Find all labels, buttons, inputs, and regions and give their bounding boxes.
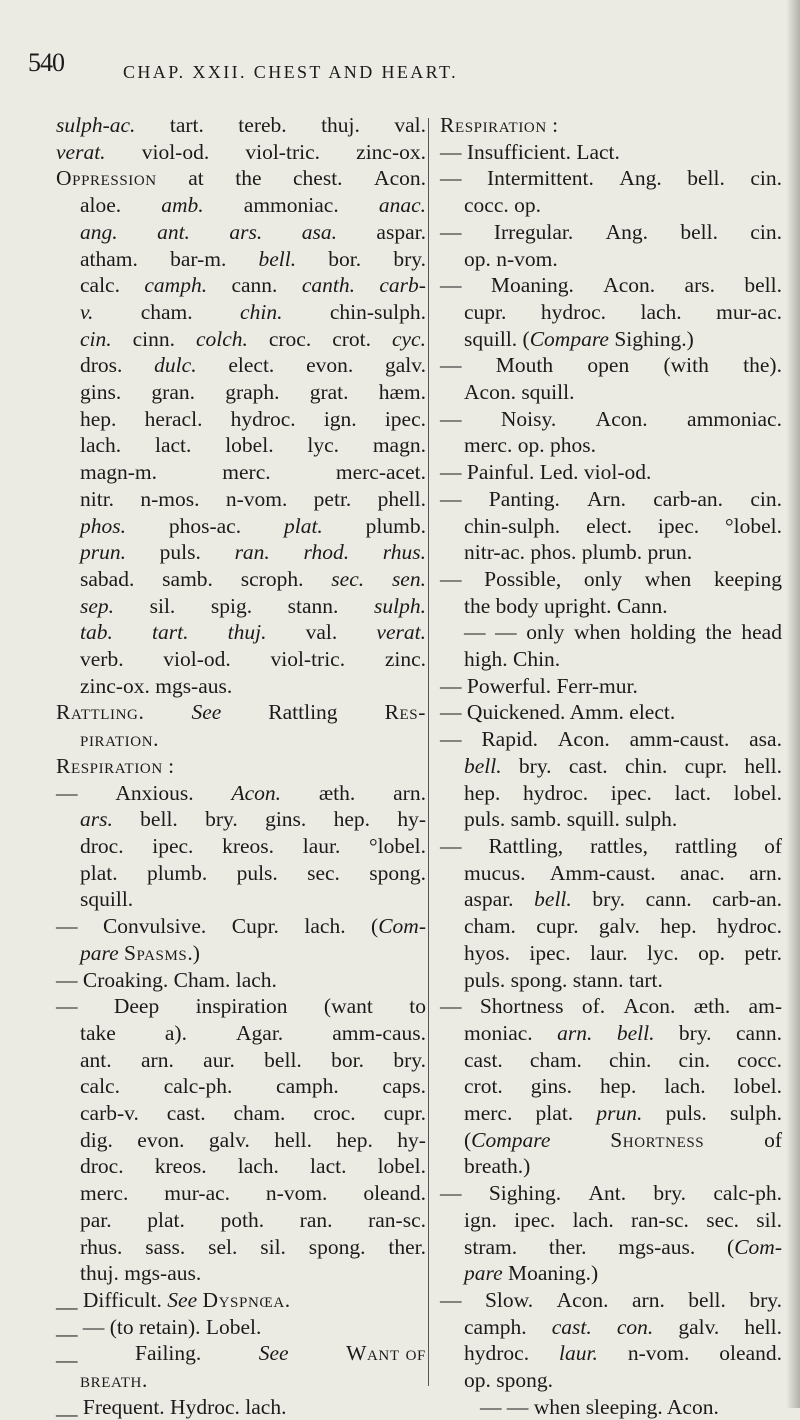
text-line: merc. plat. prun. puls. sulph. (464, 1101, 782, 1126)
text-line: pare Spasms.) (80, 940, 200, 965)
text-line: Respiration : (440, 113, 559, 137)
text-line: stram. ther. mgs-aus. (Com- (464, 1234, 782, 1259)
text-line: ang. ant. ars. asa. aspar. (80, 219, 426, 244)
text-line: cin. cinn. colch. croc. crot. cyc. (80, 326, 426, 351)
text-line: prun. puls. ran. rhod. rhus. (80, 540, 426, 565)
text-line: — Croaking. Cham. lach. (56, 967, 277, 992)
text-line: — Insufficient. Lact. (440, 139, 620, 164)
text-line: Respiration : (56, 753, 175, 778)
text-line: merc. mur-ac. n-vom. oleand. (80, 1181, 426, 1206)
right-column (440, 112, 782, 1420)
text-line: bell. bry. cast. chin. cupr. hell. (464, 753, 782, 778)
text-line: — Shortness of. Acon. æth. am- (440, 994, 782, 1019)
text-line: cupr. hydroc. lach. mur-ac. (464, 299, 782, 324)
text-line: — Powerful. Ferr-mur. (440, 673, 638, 698)
text-line: — Noisy. Acon. ammoniac. (440, 406, 782, 431)
page-edge-shadow (786, 0, 800, 1408)
text-line: op. n-vom. (464, 246, 558, 271)
text-line: calc. camph. cann. canth. carb- (80, 273, 426, 298)
text-line: thuj. mgs-aus. (80, 1261, 202, 1286)
text-line: ign. ipec. lach. ran-sc. sec. sil. (464, 1207, 782, 1232)
text-line: sulph-ac. tart. tereb. thuj. val. (56, 113, 426, 137)
text-line: droc. kreos. lach. lact. lobel. (80, 1154, 426, 1179)
running-head: CHAP. XXII. CHEST AND HEART. (123, 62, 458, 82)
text-line: verb. viol-od. viol-tric. zinc. (80, 647, 426, 672)
text-line: dig. evon. galv. hell. hep. hy- (80, 1127, 426, 1152)
text-line: rhus. sass. sel. sil. spong. ther. (80, 1234, 426, 1259)
text-line: droc. ipec. kreos. laur. °lobel. (80, 833, 426, 858)
text-line: __ — (to retain). Lobel. (56, 1314, 262, 1339)
text-line: — Deep inspiration (want to (56, 994, 426, 1019)
text-line: — Quickened. Amm. elect. (440, 700, 676, 725)
text-line: breath.) (464, 1154, 531, 1179)
text-line: magn-m. merc. merc-acet. (80, 460, 426, 485)
text-line: — Possible, only when keeping (440, 566, 782, 591)
text-line: nitr-ac. phos. plumb. prun. (464, 540, 693, 565)
text-line: sabad. samb. scroph. sec. sen. (80, 566, 426, 591)
text-line: plat. plumb. puls. sec. spong. (80, 860, 426, 885)
text-line: verat. viol-od. viol-tric. zinc-ox. (56, 139, 426, 164)
text-line: — Rattling, rattles, rattling of (440, 833, 782, 858)
text-line: squill. (80, 887, 134, 912)
text-line: tab. tart. thuj. val. verat. (80, 620, 426, 645)
text-line: camph. cast. con. galv. hell. (464, 1314, 782, 1339)
text-line: pare Moaning.) (464, 1261, 599, 1286)
text-line: — Rapid. Acon. amm-caust. asa. (440, 727, 782, 752)
text-line: squill. (Compare Sighing.) (464, 326, 694, 351)
text-line: puls. samb. squill. sulph. (464, 807, 678, 832)
text-line: hyos. ipec. laur. lyc. op. petr. (464, 940, 782, 965)
text-line: ant. arn. aur. bell. bor. bry. (80, 1047, 426, 1072)
text-line: Acon. squill. (464, 380, 575, 405)
page-number: 540 (28, 48, 64, 77)
text-line: — Convulsive. Cupr. lach. (Com- (56, 914, 426, 939)
text-line: — Slow. Acon. arn. bell. bry. (440, 1287, 782, 1312)
text-line: — — only when holding the head (464, 620, 782, 645)
text-line: phos. phos-ac. plat. plumb. (80, 513, 426, 538)
page-header (28, 44, 768, 84)
text-line: mucus. Amm-caust. anac. arn. (464, 860, 782, 885)
text-line: aspar. bell. bry. cann. carb-an. (464, 887, 782, 912)
text-line: (Compare Shortness of (464, 1127, 782, 1152)
text-line: atham. bar-m. bell. bor. bry. (80, 246, 426, 271)
text-line: high. Chin. (464, 647, 561, 672)
text-line: — Irregular. Ang. bell. cin. (440, 219, 782, 244)
text-line: — Sighing. Ant. bry. calc-ph. (440, 1181, 782, 1206)
left-column (56, 112, 426, 1420)
text-line: — Painful. Led. viol-od. (440, 460, 652, 485)
text-line: take a). Agar. amm-caus. (80, 1020, 426, 1045)
text-line: crot. gins. hep. lach. lobel. (464, 1074, 782, 1099)
text-line: Rattling. See Rattling Res- (56, 700, 426, 725)
text-line: Oppression at the chest. Acon. (56, 166, 426, 191)
text-line: ars. bell. bry. gins. hep. hy- (80, 807, 426, 832)
text-line: piration. (80, 727, 160, 752)
text-line: puls. spong. stann. tart. (464, 967, 663, 992)
text-line: carb-v. cast. cham. croc. cupr. (80, 1101, 426, 1126)
text-line: hydroc. laur. n-vom. oleand. (464, 1341, 782, 1366)
text-line: — Anxious. Acon. æth. arn. (56, 780, 426, 805)
text-line: chin-sulph. elect. ipec. °lobel. (464, 513, 782, 538)
text-line: nitr. n-mos. n-vom. petr. phell. (80, 486, 426, 511)
text-line: v. cham. chin. chin-sulph. (80, 299, 426, 324)
text-line: — Mouth open (with the). (440, 353, 782, 378)
text-line: __ Difficult. See Dyspnœa. (56, 1287, 291, 1312)
text-line: — Panting. Arn. carb-an. cin. (440, 486, 782, 511)
text-line: — — when sleeping. Acon. (480, 1394, 719, 1419)
text-line: lach. lact. lobel. lyc. magn. (80, 433, 426, 458)
text-line: breath. (80, 1368, 148, 1393)
text-line: hep. hydroc. ipec. lact. lobel. (464, 780, 782, 805)
text-line: — Moaning. Acon. ars. bell. (440, 273, 782, 298)
text-line: cast. cham. chin. cin. cocc. (464, 1047, 782, 1072)
text-line: cocc. op. (464, 193, 542, 218)
text-line: gins. gran. graph. grat. hæm. (80, 380, 426, 405)
text-line: dros. dulc. elect. evon. galv. (80, 353, 426, 378)
column-divider (428, 118, 429, 1386)
text-line: cham. cupr. galv. hep. hydroc. (464, 914, 782, 939)
text-line: — Intermittent. Ang. bell. cin. (440, 166, 782, 191)
text-line: op. spong. (464, 1368, 553, 1393)
text-line: aloe. amb. ammoniac. anac. (80, 193, 426, 218)
text-line: zinc-ox. mgs-aus. (80, 673, 233, 698)
text-line: calc. calc-ph. camph. caps. (80, 1074, 426, 1099)
text-line: moniac. arn. bell. bry. cann. (464, 1020, 782, 1045)
text-line: __ Frequent. Hydroc. lach. (56, 1394, 287, 1419)
text-line: the body upright. Cann. (464, 593, 668, 618)
text-line: hep. heracl. hydroc. ign. ipec. (80, 406, 426, 431)
text-line: __ Failing. See Want of (56, 1341, 426, 1366)
text-line: merc. op. phos. (464, 433, 596, 458)
text-line: par. plat. poth. ran. ran-sc. (80, 1207, 426, 1232)
text-line: sep. sil. spig. stann. sulph. (80, 593, 426, 618)
